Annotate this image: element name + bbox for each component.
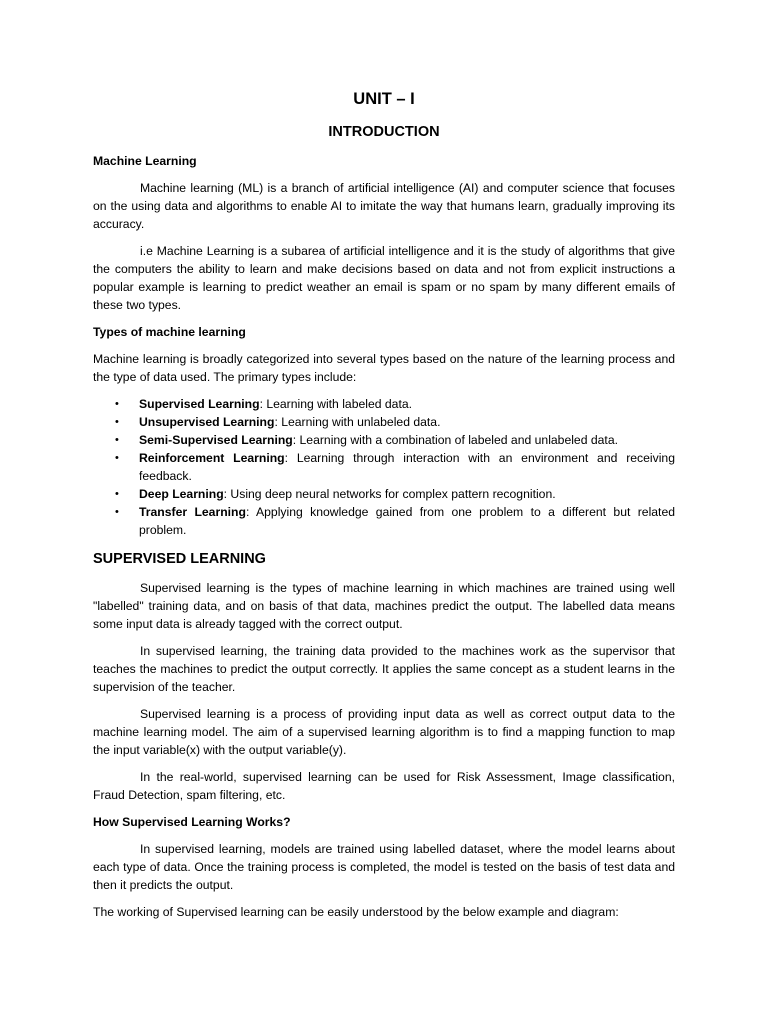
bullet-icon: • [115,398,119,410]
type-description: : Learning with a combination of labeled and unlabeled data. [292,433,618,447]
type-term: Transfer Learning [139,505,246,519]
ml-definition-paragraph: Machine learning (ML) is a branch of artificial intelligence (AI) and computer science that focuses on the using data and algorithms to enable AI to imitate the way that humans learn, gradually improving its accuracy. [93,181,675,231]
list-item [115,395,675,413]
list-item [115,413,675,431]
type-term: Reinforcement Learning [139,451,285,465]
types-heading: Types of machine learning [93,325,246,339]
type-term: Semi-Supervised Learning [139,433,293,447]
type-description: : Using deep neural networks for complex pattern recognition. [223,487,556,501]
machine-learning-heading: Machine Learning [93,154,197,168]
how-paragraph-1: In supervised learning, models are trained using labelled dataset, where the model learns about each type of data. Once the training process is completed, the model is tested on the basis of test data and then it predicts the output. [93,842,675,892]
type-term: Deep Learning [139,487,224,501]
type-description: : Learning through interaction with an environment and receiving feedback. [139,451,675,483]
introduction-title: INTRODUCTION [328,124,440,140]
bullet-icon: • [115,434,119,446]
bullet-icon: • [115,506,119,518]
type-description: : Learning with unlabeled data. [274,415,441,429]
bullet-icon: • [115,416,119,428]
bullet-icon: • [115,488,119,500]
type-description: : Applying knowledge gained from one problem to a different but related problem. [139,505,675,537]
type-term: Unsupervised Learning [139,415,275,429]
list-item [115,431,675,449]
sl-paragraph-3: Supervised learning is a process of providing input data as well as correct output data to the machine learning model. The aim of a supervised learning algorithm is to find a mapping function to map the input variable(x) with the output variable(y). [93,707,675,757]
sl-paragraph-2: In supervised learning, the training data provided to the machines work as the supervisor that teaches the machines to predict the output correctly. It applies the same concept as a student learns in the supervision of the teacher. [93,644,675,694]
sl-paragraph-4: In the real-world, supervised learning can be used for Risk Assessment, Image classification, Fraud Detection, spam filtering, etc. [93,770,675,802]
unit-title: UNIT – I [353,90,415,108]
list-item [115,485,675,503]
how-it-works-heading: How Supervised Learning Works? [93,815,291,829]
bullet-icon: • [115,452,119,464]
supervised-learning-heading: SUPERVISED LEARNING [93,551,266,567]
list-item [115,449,675,485]
types-list [93,395,675,539]
type-description: : Learning with labeled data. [259,397,413,411]
how-paragraph-2: The working of Supervised learning can be easily understood by the below example and diagram: [93,905,619,919]
type-term: Supervised Learning [139,397,260,411]
sl-paragraph-1: Supervised learning is the types of machine learning in which machines are trained using well "labelled" training data, and on basis of that data, machines predict the output. The labelled data means some input data is already tagged with the correct output. [93,581,675,631]
ml-explanation-paragraph: i.e Machine Learning is a subarea of artificial intelligence and it is the study of algorithms that give the computers the ability to learn and make decisions based on data and not from explicit instructions a popular example is learning to predict weather an email is spam or no spam by many different emails of these two types. [93,244,675,312]
types-intro-paragraph: Machine learning is broadly categorized into several types based on the nature of the learning process and the type of data used. The primary types include: [93,352,675,384]
list-item [115,503,675,539]
